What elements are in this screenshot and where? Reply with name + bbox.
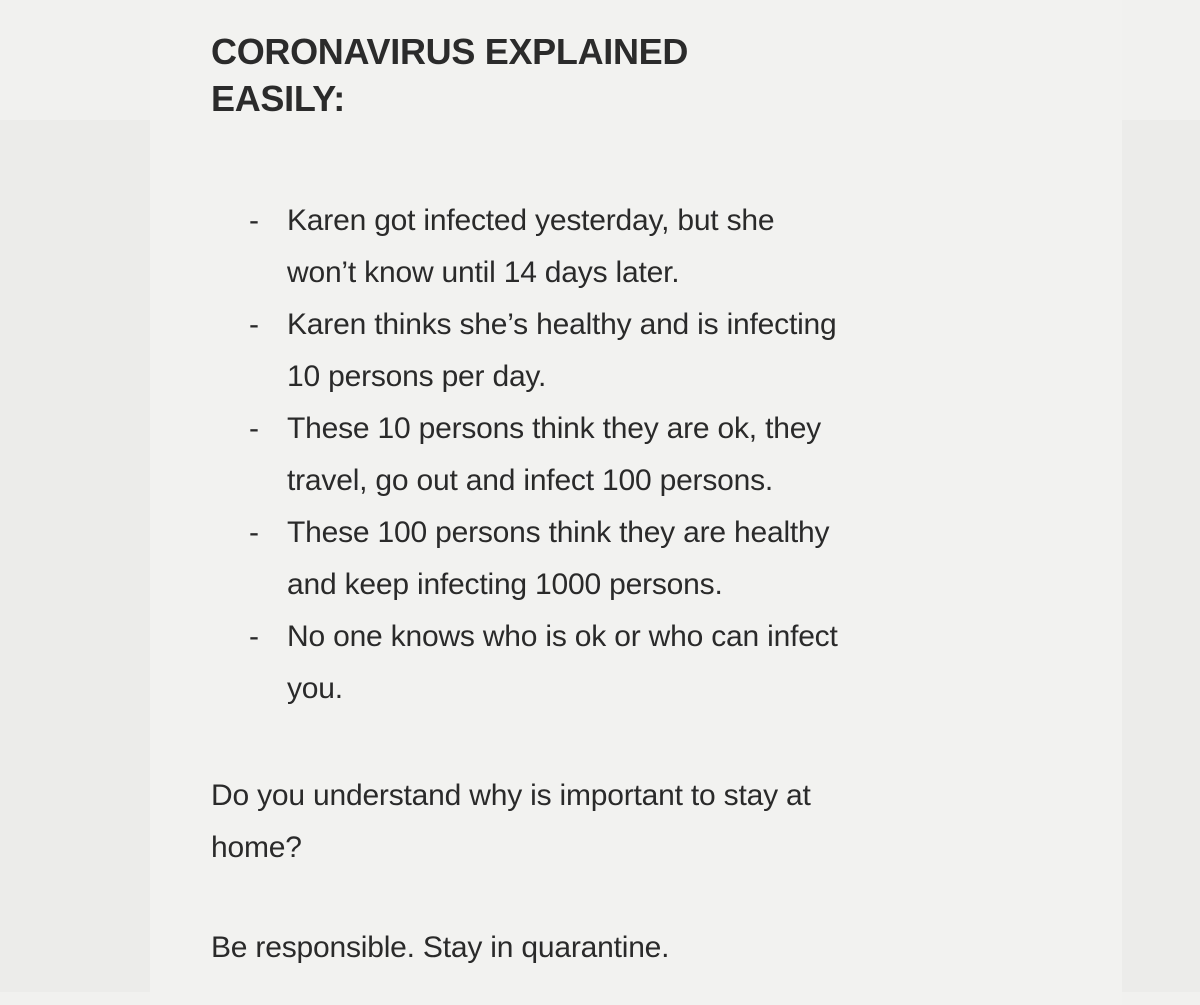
bullet-line-1: Karen thinks she’s healthy and is infecting — [287, 308, 837, 341]
bullet-line-2: and keep infecting 1000 persons. — [287, 568, 723, 601]
bullet-line-2: travel, go out and infect 100 persons. — [287, 464, 774, 497]
list-item — [211, 611, 1011, 715]
question-line-2: home? — [211, 831, 302, 864]
bullet-dash: - — [249, 412, 259, 445]
bullet-dash: - — [249, 620, 259, 653]
question-line-1: Do you understand why is important to stay at — [211, 779, 811, 812]
title-line-2: EASILY: — [211, 78, 345, 119]
bullet-line-1: These 100 persons think they are healthy — [287, 516, 830, 549]
bullet-line-2: won’t know until 14 days later. — [287, 256, 680, 289]
closing-paragraph: Be responsible. Stay in quarantine. — [211, 931, 670, 964]
list-item — [211, 507, 1011, 611]
question-paragraph — [211, 770, 811, 874]
bullet-dash: - — [249, 516, 259, 549]
bullet-dash: - — [249, 204, 259, 237]
document-title — [211, 28, 688, 122]
bullet-line-2: you. — [287, 672, 343, 705]
bullet-line-1: Karen got infected yesterday, but she — [287, 204, 775, 237]
list-item — [211, 299, 1011, 403]
bullet-line-2: 10 persons per day. — [287, 360, 547, 393]
bullet-line-1: These 10 persons think they are ok, they — [287, 412, 821, 445]
title-line-1: CORONAVIRUS EXPLAINED — [211, 31, 689, 72]
bullet-dash: - — [249, 308, 259, 341]
bullet-list — [211, 195, 1011, 715]
list-item — [211, 195, 1011, 299]
bullet-line-1: No one knows who is ok or who can infect — [287, 620, 838, 653]
list-item — [211, 403, 1011, 507]
